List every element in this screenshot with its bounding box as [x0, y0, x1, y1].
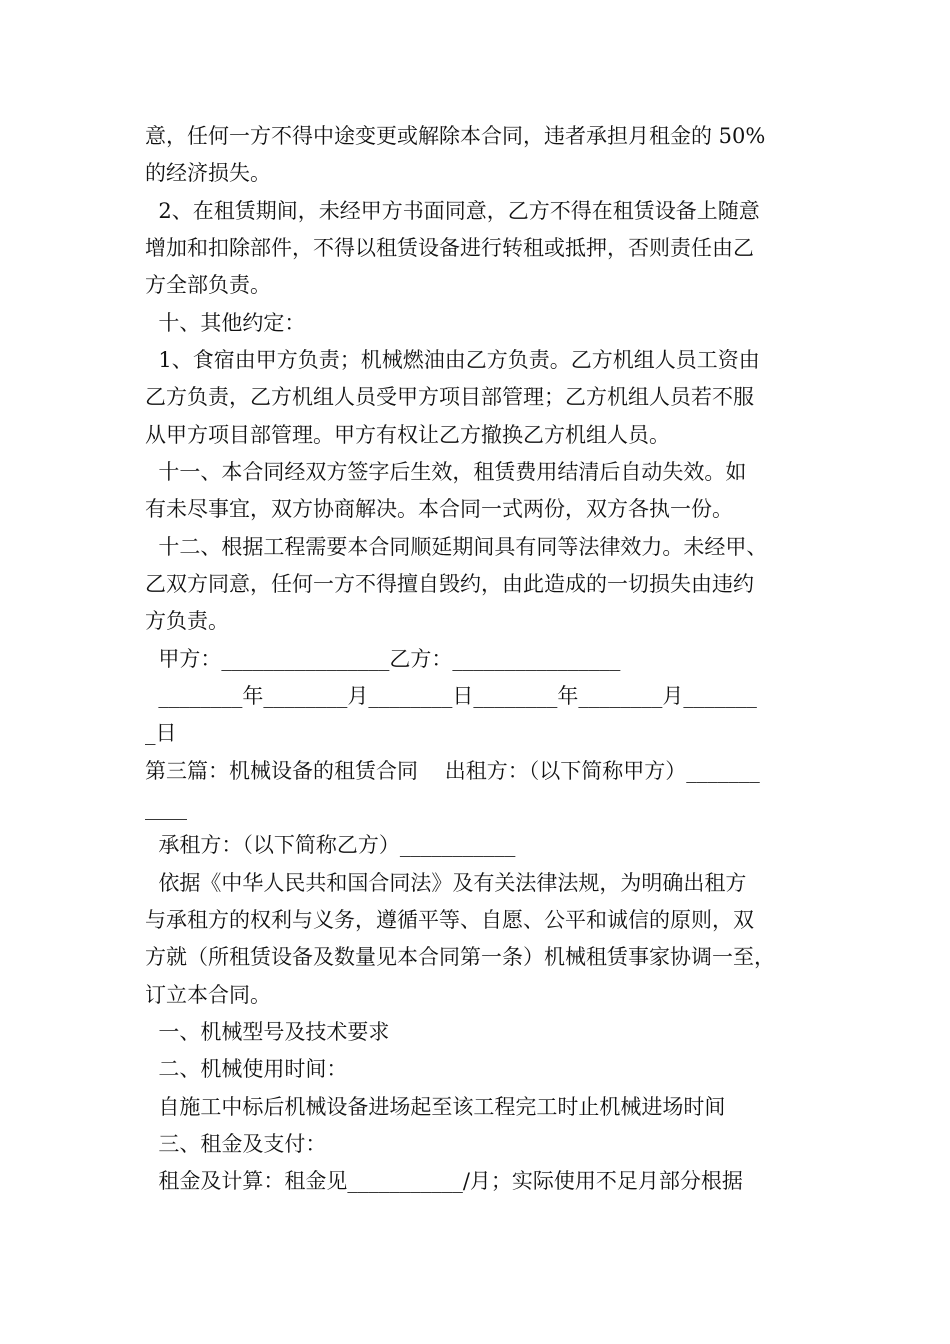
text-line: 租金及计算：租金见___________/月；实际使用不足月部分根据: [145, 1169, 743, 1193]
clause-heading: 三、租金及支付：: [145, 1132, 327, 1156]
text-line: 有未尽事宜，双方协商解决。本合同一式两份，双方各执一份。: [145, 497, 733, 521]
text-line: 意，任何一方不得中途变更或解除本合同，违者承担月租金的 50%: [145, 124, 766, 148]
text-line: 自施工中标后机械设备进场起至该工程完工时止机械进场时间: [145, 1095, 726, 1119]
text-line: 2、在租赁期间，未经甲方书面同意，乙方不得在租赁设备上随意: [145, 199, 760, 223]
signature-line: 甲方：________________乙方：________________: [145, 647, 621, 671]
text-line: 乙双方同意，任何一方不得擅自毁约，由此造成的一切损失由违约: [145, 572, 754, 596]
text-line: 承租方：（以下简称乙方）___________: [145, 833, 516, 857]
text-line: 依据《中华人民共和国合同法》及有关法律法规，为明确出租方: [145, 871, 747, 895]
text-line: 十一、本合同经双方签字后生效，租赁费用结清后自动失效。如: [145, 460, 747, 484]
date-line: ________年________月________日________年________月_______: [145, 684, 757, 708]
date-line: _日: [145, 721, 177, 745]
clause-heading: 二、机械使用时间：: [145, 1057, 348, 1081]
text-line: 方全部负责。: [145, 273, 271, 297]
section-heading: 第三篇：机械设备的租赁合同 出租方：（以下简称甲方）_______: [145, 759, 760, 783]
text-line: 的经济损失。: [145, 161, 271, 185]
text-line: 增加和扣除部件，不得以租赁设备进行转租或抵押，否则责任由乙: [145, 236, 754, 260]
text-line: 乙方负责，乙方机组人员受甲方项目部管理；乙方机组人员若不服: [145, 385, 754, 409]
text-line: 订立本合同。: [145, 983, 271, 1007]
text-line: 1、食宿由甲方负责；机械燃油由乙方负责。乙方机组人员工资由: [145, 348, 760, 372]
text-line: 十二、根据工程需要本合同顺延期间具有同等法律效力。未经甲、: [145, 535, 768, 559]
text-line: 方负责。: [145, 609, 229, 633]
text-line: 从甲方项目部管理。甲方有权让乙方撤换乙方机组人员。: [145, 423, 670, 447]
text-line: 与承租方的权利与义务，遵循平等、自愿、公平和诚信的原则，双: [145, 908, 754, 932]
clause-heading: 一、机械型号及技术要求: [145, 1020, 390, 1044]
text-line: 方就（所租赁设备及数量见本合同第一条）机械租赁事家协调一至，: [145, 945, 775, 969]
text-line: ____: [145, 796, 187, 820]
text-line: 十、其他约定：: [145, 311, 306, 335]
